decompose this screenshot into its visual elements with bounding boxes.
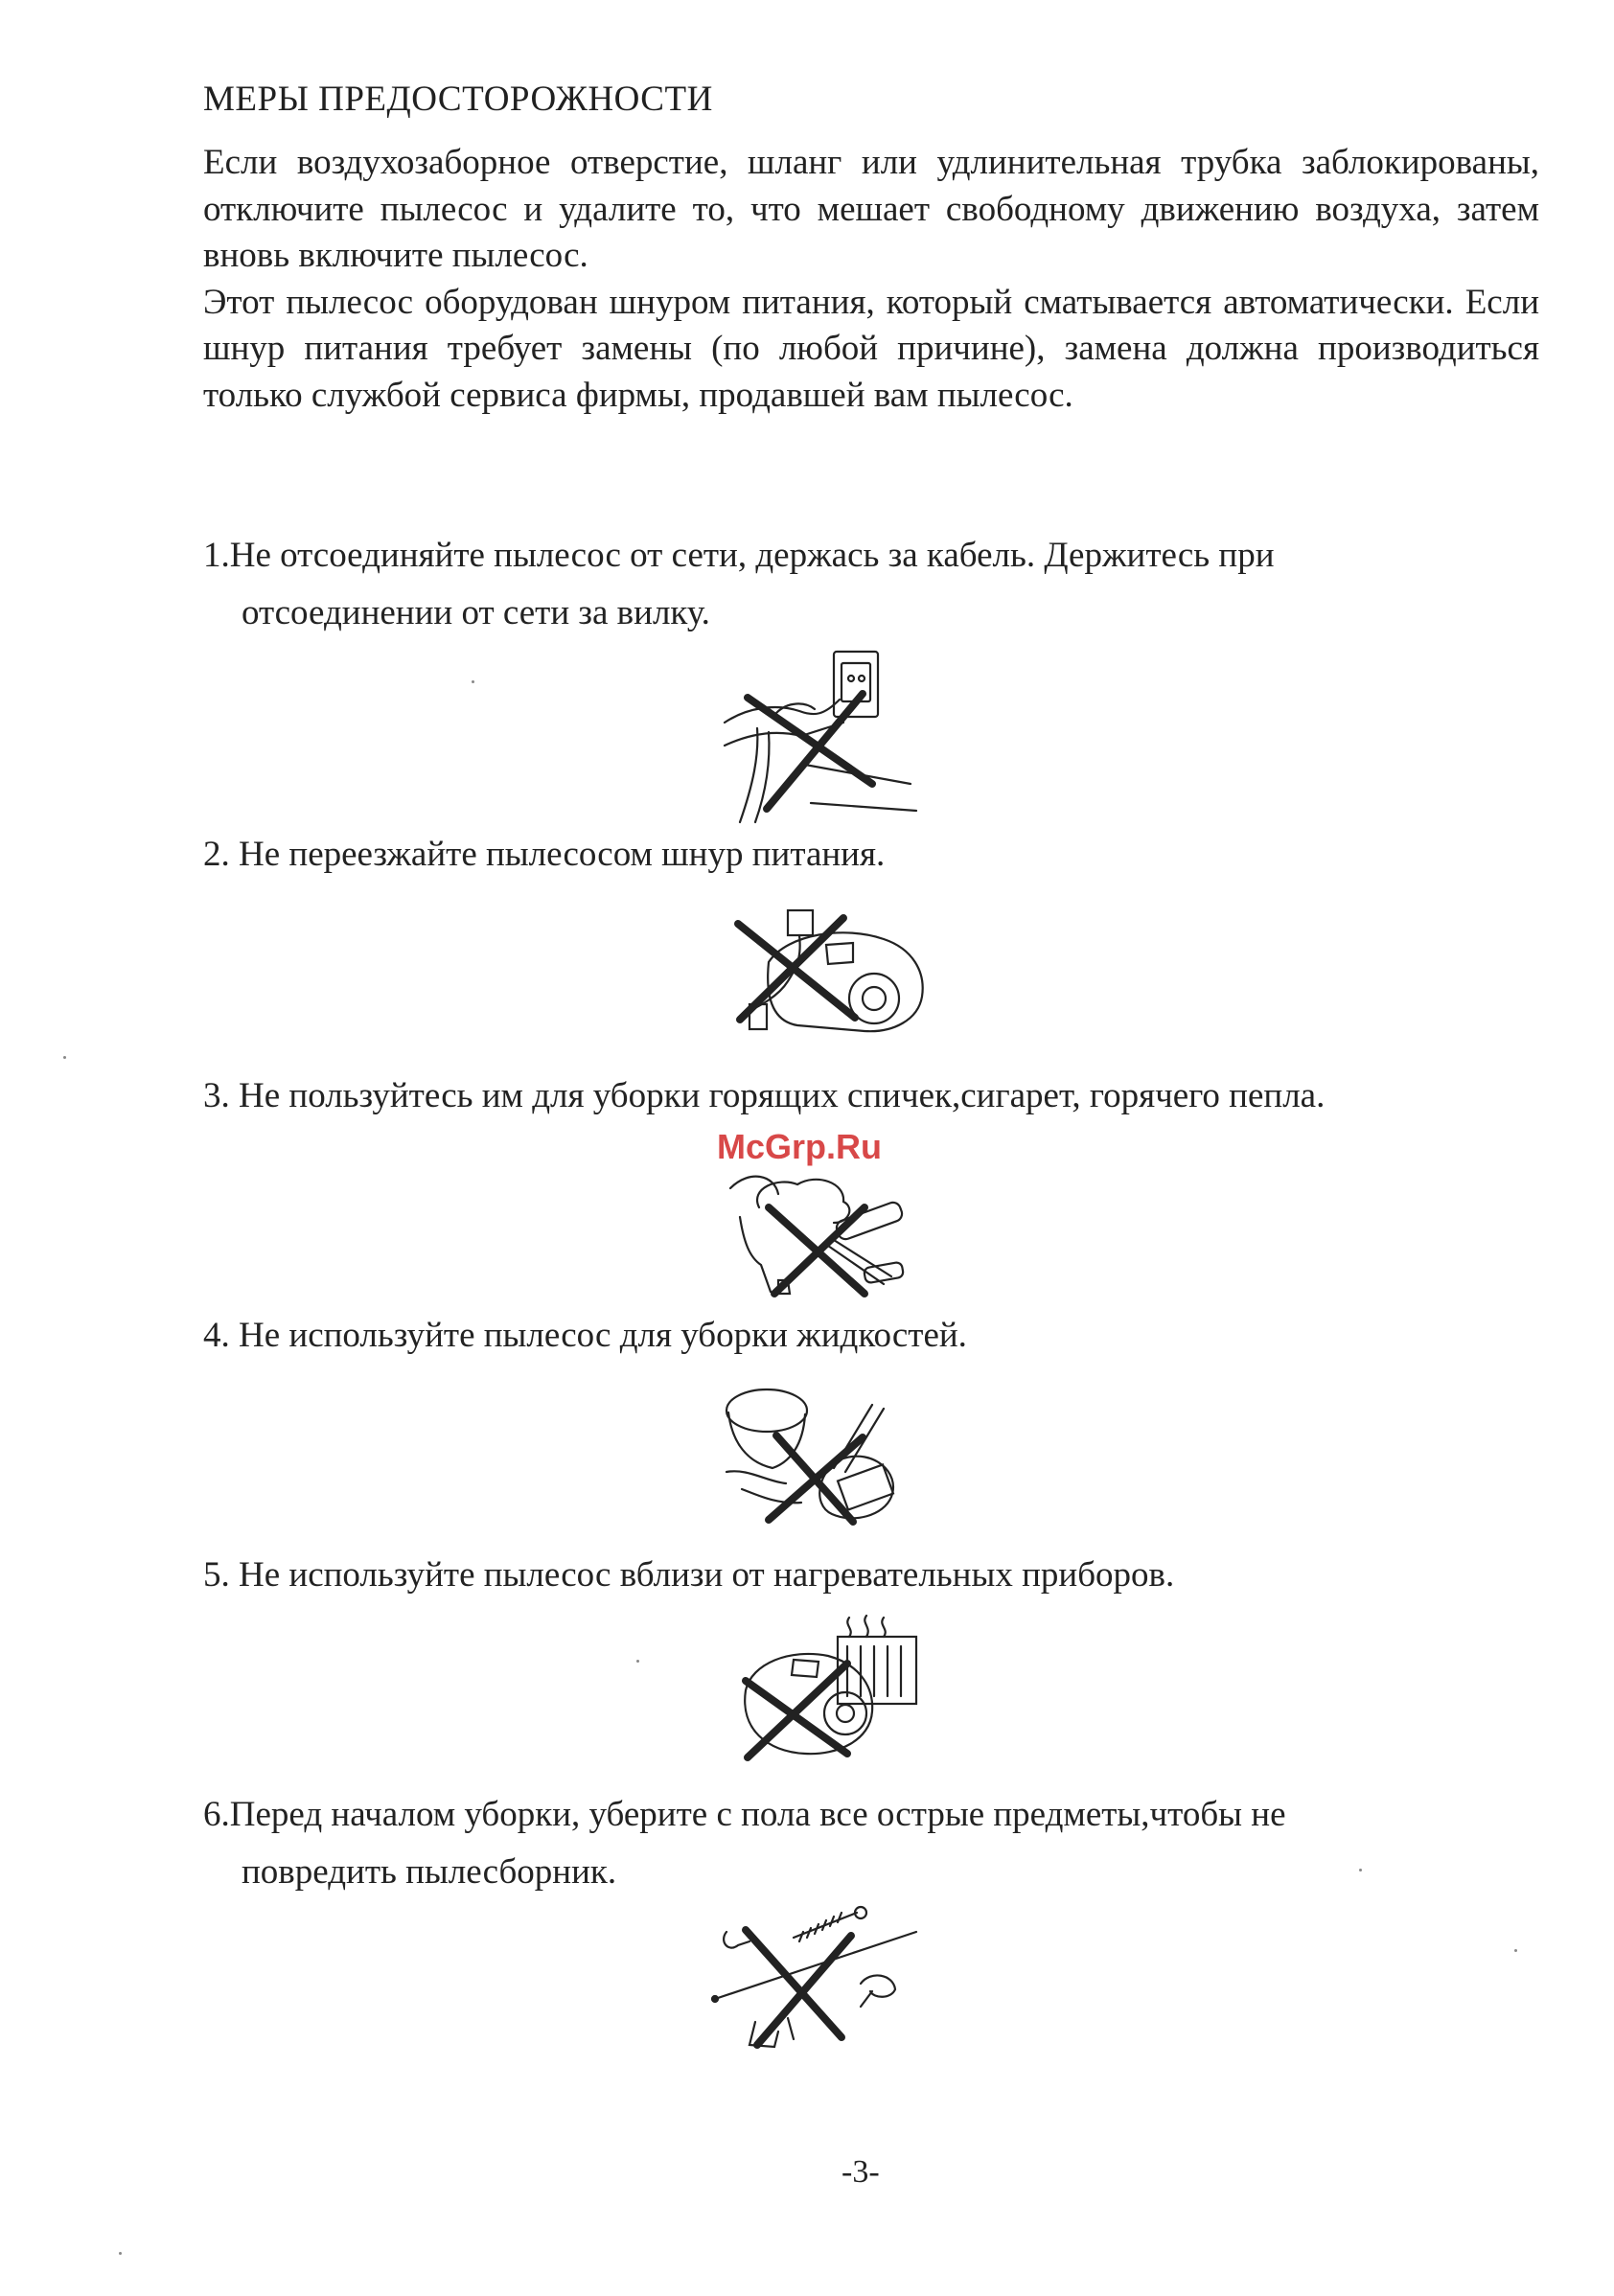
- precaution-1-text: 1.Не отсоединяйте пылесос от сети, держась за кабель. Держитесь при: [203, 536, 1275, 575]
- precaution-6-continuation: повредить пылесборник.: [242, 1852, 617, 1892]
- page-number: -3-: [842, 2154, 880, 2190]
- watermark: McGrp.Ru: [717, 1127, 883, 1166]
- run-over-cord-prohibited-icon: [730, 905, 935, 1039]
- precaution-3-text: 3. Не пользуйтесь им для уборки горящих спичек,сигарет, горячего пепла.: [203, 1076, 1326, 1115]
- scan-speck: [63, 1056, 66, 1059]
- scan-speck: [472, 680, 474, 683]
- precaution-6-text: 6.Перед началом уборки, уберите с пола все острые предметы,чтобы не: [203, 1795, 1286, 1834]
- scan-speck: [119, 2252, 122, 2255]
- scan-speck: [1359, 1869, 1362, 1871]
- unplug-by-cable-prohibited-icon: [719, 640, 920, 828]
- precaution-4-text: 4. Не используйте пылесос для уборки жидкостей.: [203, 1316, 967, 1355]
- intro-paragraph-1: Если воздухозаборное отверстие, шланг или удлинительная трубка заблокированы, отключите пылесос и удалите то, что мешает свободному движению воздуха, затем вновь включите пылесос.: [203, 143, 1539, 275]
- liquids-prohibited-icon: [719, 1376, 926, 1537]
- sharp-objects-prohibited-icon: [707, 1903, 924, 2053]
- intro-text: [203, 140, 1539, 419]
- precaution-1-continuation: отсоединении от сети за вилку.: [242, 593, 710, 632]
- intro-paragraph-2: Этот пылесос оборудован шнуром питания, который сматывается автоматически. Если шнур питания требует замены (по любой причине), замена должна производиться только службой сервиса фирмы, продавшей вам пылесос.: [203, 282, 1539, 415]
- scan-speck: [636, 1660, 639, 1663]
- page-title: МЕРЫ ПРЕДОСТОРОЖНОСТИ: [203, 80, 713, 119]
- burning-matches-prohibited-icon: [721, 1150, 912, 1299]
- scan-speck: [1514, 1949, 1517, 1952]
- precaution-2-text: 2. Не переезжайте пылесосом шнур питания.: [203, 835, 886, 874]
- near-heater-prohibited-icon: [732, 1614, 928, 1763]
- precaution-5-text: 5. Не используйте пылесос вблизи от нагревательных приборов.: [203, 1555, 1175, 1595]
